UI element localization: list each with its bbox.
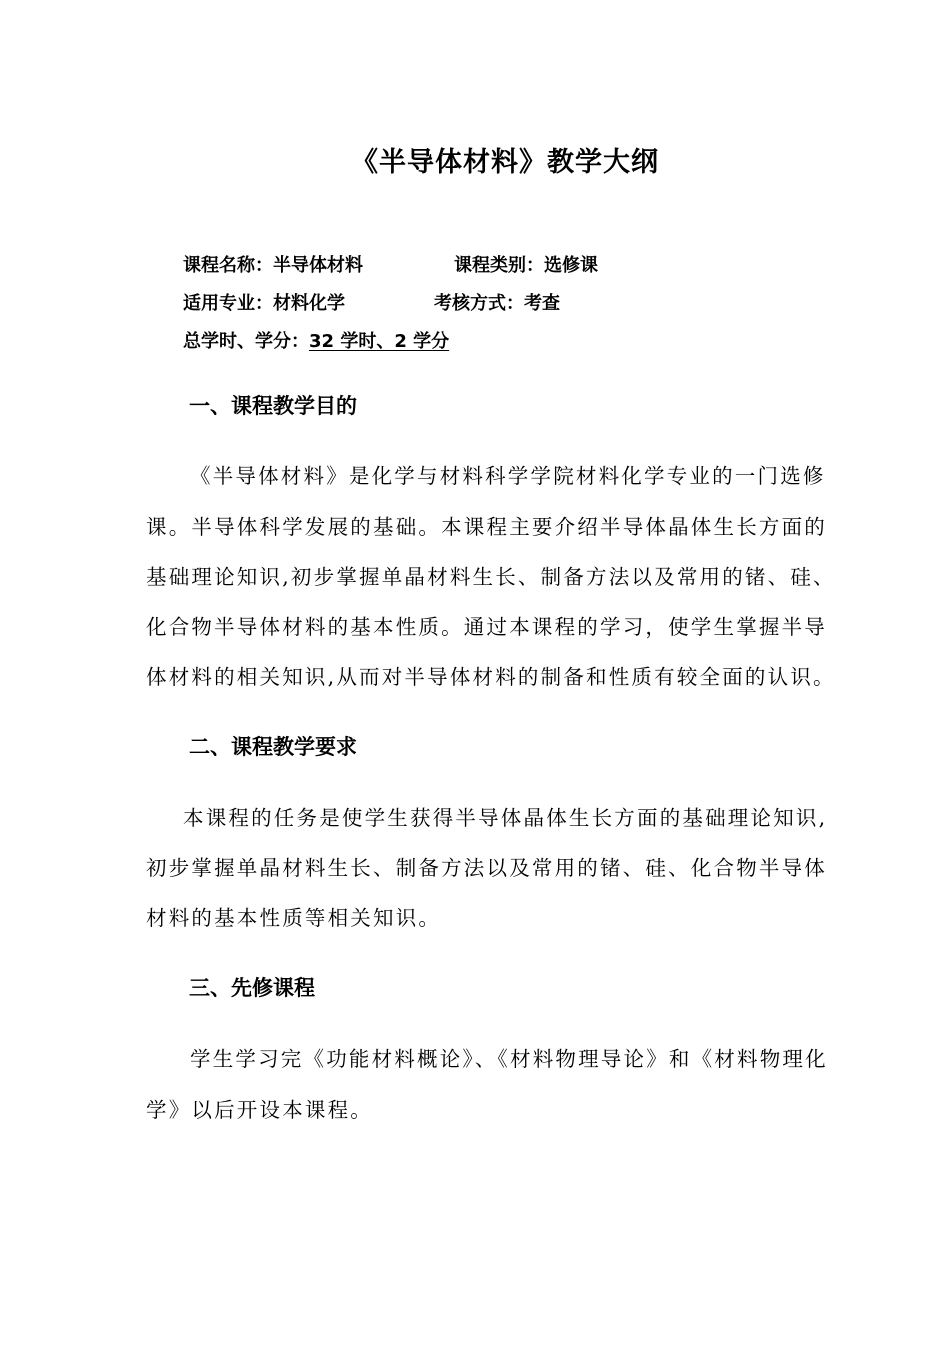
course-type-label: 课程类别： [454,255,544,276]
assessment-value: 考查 [524,293,560,314]
section-heading: 三、先修课程 [189,976,315,1000]
paragraph-line: 材料的基本性质等相关知识。 [146,906,442,930]
hours-label: 总学时、学分： [183,331,309,352]
section-heading: 一、课程教学目的 [189,394,357,418]
paragraph-line: 体材料的相关知识,从而对半导体材料的制备和性质有较全面的认识。 [146,665,836,689]
paragraph-line: 学》以后开设本课程。 [146,1098,373,1122]
paragraph-line: 学生学习完《功能材料概论》、《材料物理导论》和《材料物理化 [190,1047,828,1071]
course-type-row [454,251,598,277]
section-heading: 二、课程教学要求 [189,735,357,759]
document-title: 《半导体材料》教学大纲 [351,147,659,178]
assessment-label: 考核方式： [434,293,524,314]
paragraph-line: 课。半导体科学发展的基础。本课程主要介绍半导体晶体生长方面的 [146,515,827,539]
course-name-label: 课程名称： [183,255,273,276]
major-value: 材料化学 [273,293,345,314]
paragraph-line: 《半导体材料》是化学与材料科学学院材料化学专业的一门选修 [190,464,826,488]
course-type-value: 选修课 [544,255,598,276]
hours-row [183,327,449,353]
paragraph-line: 化合物半导体材料的基本性质。通过本课程的学习，使学生掌握半导 [146,615,827,639]
course-name-value: 半导体材料 [273,255,363,276]
paragraph-line: 基础理论知识,初步掌握单晶材料生长、制备方法以及常用的锗、硅、 [146,565,836,589]
major-row [183,289,345,315]
assessment-row [434,289,560,315]
paragraph-line: 初步掌握单晶材料生长、制备方法以及常用的锗、硅、化合物半导体 [146,856,827,880]
course-name-row [183,251,363,277]
major-label: 适用专业： [183,293,273,314]
paragraph-line: 本课程的任务是使学生获得半导体晶体生长方面的基础理论知识, [183,806,828,830]
hours-value: 32 学时、2 学分 [309,331,450,352]
